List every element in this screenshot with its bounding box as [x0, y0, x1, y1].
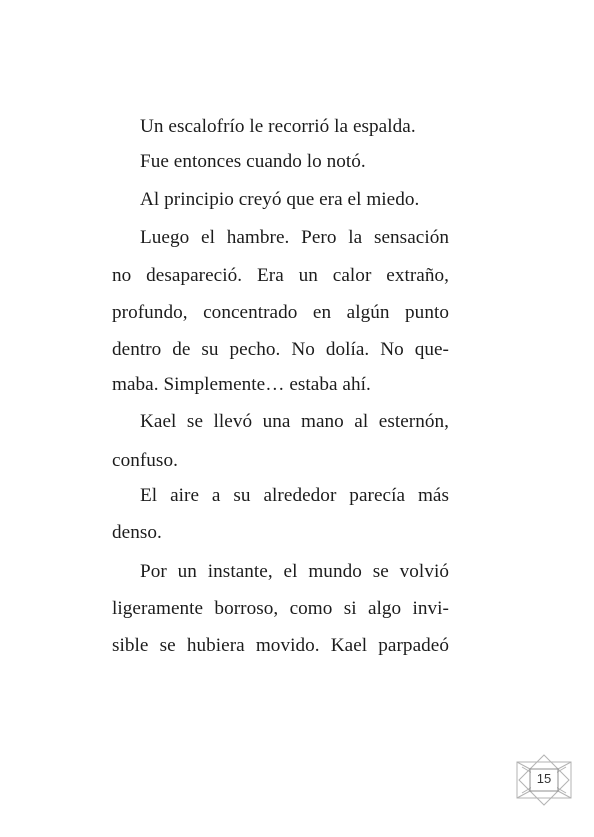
- text-line-12: denso.: [112, 522, 162, 543]
- text-line-7: dentro de su pecho. No dolía. No que-: [112, 339, 449, 360]
- text-line-4: Luego el hambre. Pero la sensación: [140, 227, 449, 248]
- text-line-3: Al principio creyó que era el miedo.: [140, 189, 420, 210]
- text-line-1: Un escalofrío le recorrió la espalda.: [140, 116, 416, 137]
- page-number: 15: [536, 771, 552, 786]
- text-line-11: El aire a su alrededor parecía más: [140, 485, 449, 506]
- text-line-13: Por un instante, el mundo se volvió: [140, 561, 449, 582]
- text-line-6: profundo, concentrado en algún punto: [112, 302, 449, 323]
- text-line-14: ligeramente borroso, como si algo invi-: [112, 598, 449, 619]
- text-line-15: sible se hubiera movido. Kael parpadeó: [112, 635, 449, 656]
- text-line-5: no desapareció. Era un calor extraño,: [112, 265, 449, 286]
- text-line-2: Fue entonces cuando lo notó.: [140, 151, 366, 172]
- page-number-ornament: [513, 753, 575, 807]
- text-line-10: confuso.: [112, 450, 178, 471]
- text-line-9: Kael se llevó una mano al esternón,: [140, 411, 449, 432]
- text-line-8: maba. Simplemente… estaba ahí.: [112, 374, 371, 395]
